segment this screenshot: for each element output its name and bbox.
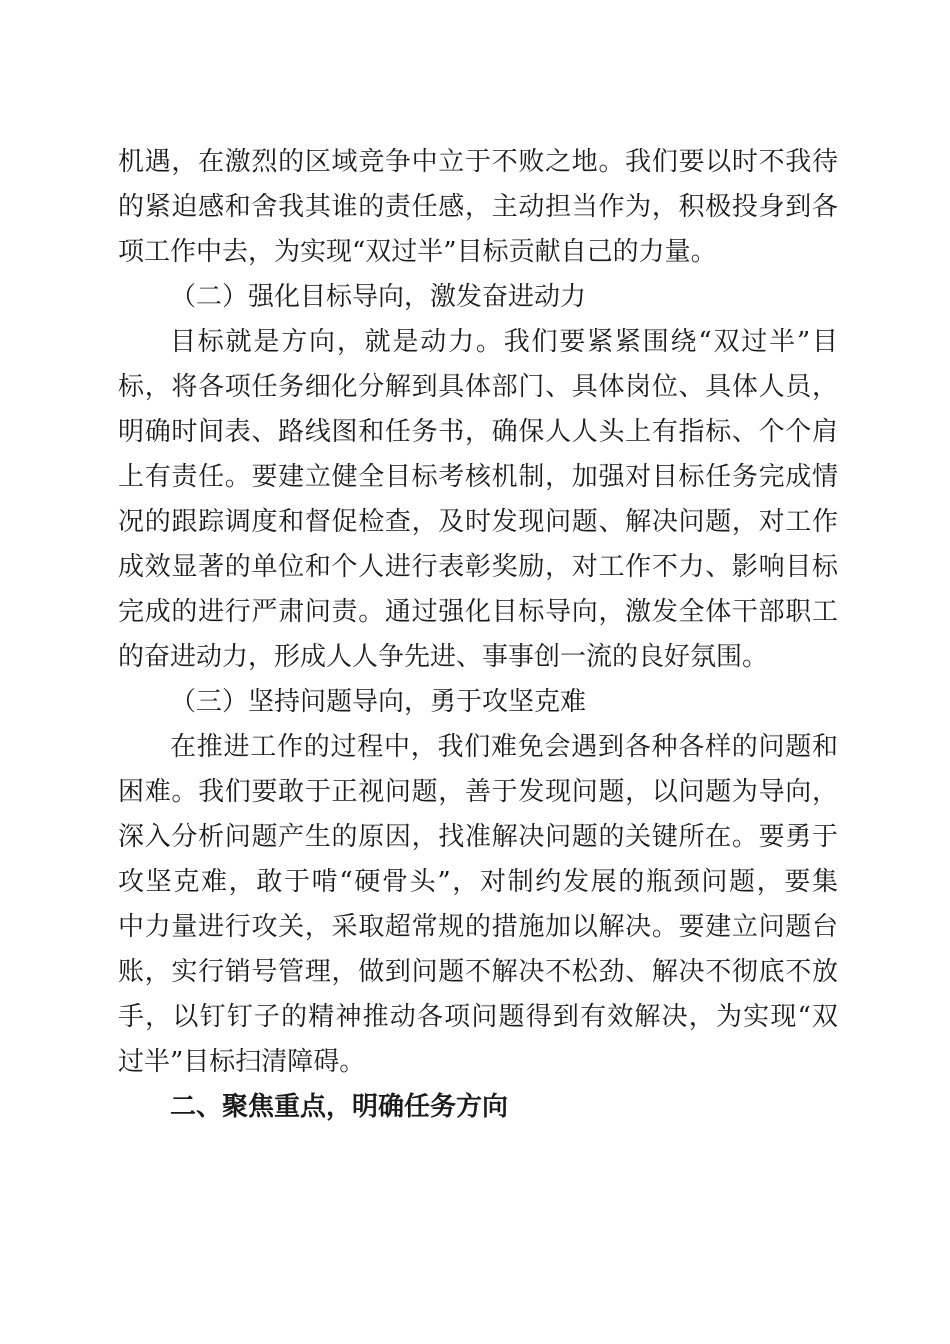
body-text-line: 况的跟踪调度和督促检查，及时发现问题、解决问题，对工作 [118,507,838,537]
section-heading: （三）坚持问题导向，勇于攻坚克难 [170,687,587,717]
body-text-line: 困难。我们要敢于正视问题，善于发现问题，以问题为导向， [118,777,838,807]
body-text-line: 手，以钉钉子的精神推动各项问题得到有效解决，为实现“双 [118,1002,838,1032]
body-text-line: 的奋进动力，形成人人争先进、事事创一流的良好氛围。 [118,642,769,672]
body-text-line: 项工作中去，为实现“双过半”目标贡献自己的力量。 [118,237,717,267]
body-text-line: 账，实行销号管理，做到问题不解决不松劲、解决不彻底不放 [118,957,838,987]
body-text-line: 上有责任。要建立健全目标考核机制，加强对目标任务完成情 [118,462,838,492]
body-text-line: 成效显著的单位和个人进行表彰奖励，对工作不力、影响目标 [118,552,838,582]
body-text-line: 深入分析问题产生的原因，找准解决问题的关键所在。要勇于 [118,822,838,852]
body-text-line: 目标就是方向，就是动力。我们要紧紧围绕“双过半”目 [170,327,838,357]
body-text-line: 明确时间表、路线图和任务书，确保人人头上有指标、个个肩 [118,417,838,447]
chapter-heading: 二、聚焦重点，明确任务方向 [170,1092,509,1122]
body-text-line: 过半”目标扫清障碍。 [118,1047,366,1077]
section-heading: （二）强化目标导向，激发奋进动力 [170,282,587,312]
body-text-line: 完成的进行严肃问责。通过强化目标导向，激发全体干部职工 [118,597,838,627]
body-text-line: 标，将各项任务细化分解到具体部门、具体岗位、具体人员， [118,372,838,402]
body-text-line: 在推进工作的过程中，我们难免会遇到各种各样的问题和 [170,732,838,762]
body-text-line: 中力量进行攻关，采取超常规的措施加以解决。要建立问题台 [118,912,838,942]
body-text-line: 的紧迫感和舍我其谁的责任感，主动担当作为，积极投身到各 [118,192,838,222]
body-text-line: 机遇，在激烈的区域竞争中立于不败之地。我们要以时不我待 [118,147,838,177]
body-text-line: 攻坚克难，敢于啃“硬骨头”，对制约发展的瓶颈问题，要集 [118,867,838,897]
